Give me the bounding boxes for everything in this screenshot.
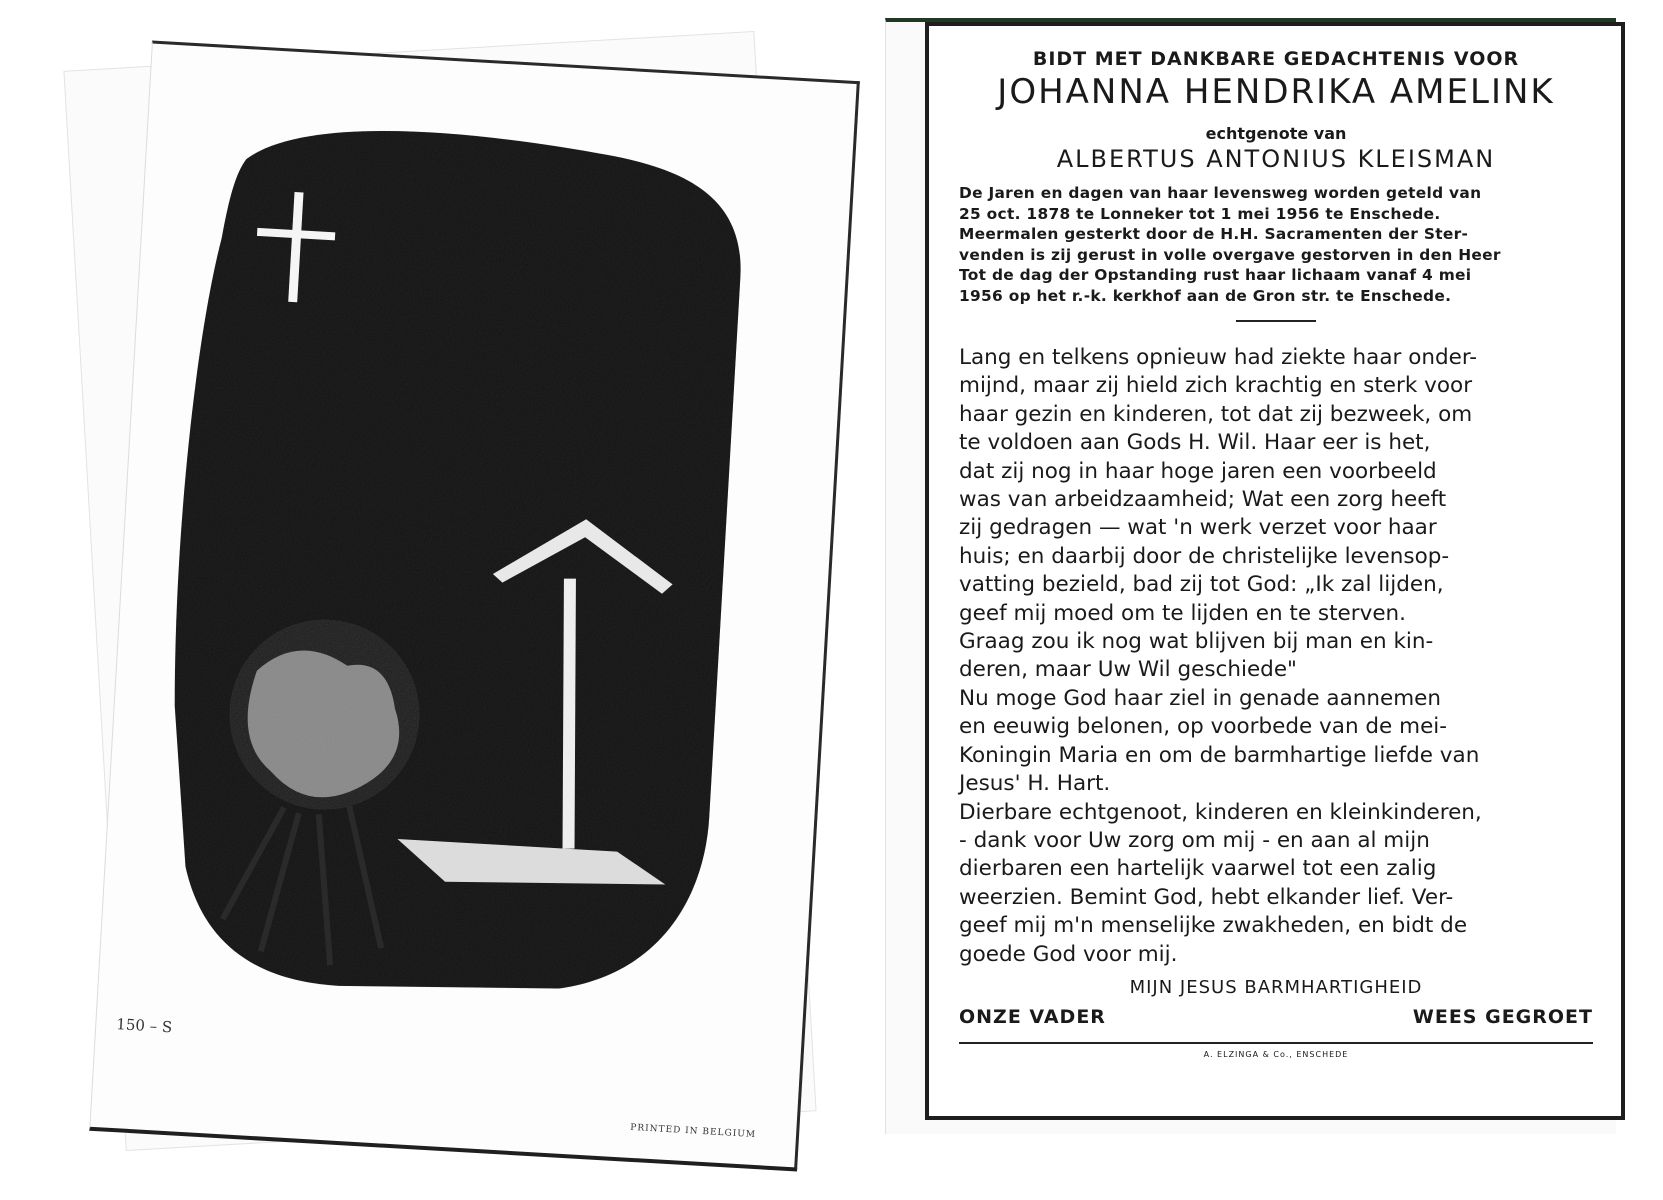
body-line: haar gezin en kinderen, tot dat zij bezweek, om [959,401,1473,427]
section-divider [1236,320,1316,322]
printed-in-label: PRINTED IN BELGIUM [630,1122,757,1141]
printer-credit: A. ELZINGA & Co., ENSCHEDE [1203,1049,1349,1059]
shrine-post [563,579,576,849]
body-line: Koningin Maria en om de barmhartige liefde van [959,742,1480,768]
body-line: - dank voor Uw zorg om mij - en aan al mijn [959,827,1430,853]
body-line: vatting bezield, bad zij tot God: „Ik zal lijden, [959,572,1444,598]
facts-line: venden is zij gerust in volle overgave gestorven in den Heer [959,245,1501,264]
body-line: te voldoen aan Gods H. Wil. Haar eer is het, [959,430,1431,456]
bottom-rule [959,1042,1593,1044]
body-line: mijnd, maar zij hield zich krachtig en sterk voor [959,373,1473,399]
left-picture-card [89,40,860,1171]
facts-line: Tot de dag der Opstanding rust haar lichaam vanaf 4 mei [959,266,1472,284]
right-text-card [925,22,1625,1120]
body-line: Jesus' H. Hart. [959,771,1111,797]
card-code: 150 – S [115,1015,173,1037]
body-line: en eeuwig belonen, op voorbede van de mei- [959,714,1448,740]
body-line: Dierbare echtgenoot, kinderen en kleinkinderen, [959,799,1482,825]
deceased-name: JOHANNA HENDRIKA AMELINK [997,72,1555,112]
spouse-label: echtgenote van [1205,124,1347,143]
body-line: Lang en telkens opnieuw had ziekte haar onder- [959,345,1478,370]
facts-line: Meermalen gesterkt door de H.H. Sacramenten der Ster- [959,225,1469,243]
body-line: huis; en daarbij door de christelijke levensop- [959,543,1450,569]
body-line: goede God voor mij. [959,941,1178,967]
life-facts [959,183,1593,306]
body-line: dat zij nog in haar hoge jaren een voorbeeld [959,458,1437,484]
body-line: geef mij moed om te lijden en te sterven. [959,600,1407,626]
facts-line: 1956 op het r.-k. kerkhof aan de Gron str. te Enschede. [959,286,1452,305]
body-line: dierbaren een hartelijk vaarwel tot een zalig [959,856,1437,882]
body-line: Graag zou ik nog wat blijven bij man en kin- [959,629,1434,655]
spouse-name: ALBERTUS ANTONIUS KLEISMAN [1056,145,1496,173]
card-heading: BIDT MET DANKBARE GEDACHTENIS VOOR [1032,48,1520,70]
memorial-picture [139,86,780,1018]
prayer-jesus: MIJN JESUS BARMHARTIGHEID [1129,976,1423,998]
text-content [959,48,1593,1059]
prayer-row [959,1006,1593,1028]
left-card-area [70,20,860,1180]
prayer-wees-gegroet: WEES GEGROET [1412,1005,1593,1028]
facts-line: De Jaren en dagen van haar levensweg worden geteld van [959,184,1482,202]
body-line: weerzien. Bemint God, hebt elkander lief. Ver- [959,884,1454,910]
body-line: zij gedragen — wat 'n werk verzet voor haar [959,515,1437,541]
facts-line: 25 oct. 1878 te Lonneker tot 1 mei 1956 te Enschede. [959,204,1441,223]
body-line: deren, maar Uw Wil geschiede" [959,657,1297,683]
memorial-text [959,344,1593,969]
prayer-onze-vader: ONZE VADER [959,1005,1106,1028]
memorial-illustration [139,86,780,1018]
body-line: was van arbeidzaamheid; Wat een zorg heeft [959,487,1447,513]
body-line: geef mij m'n menselijke zwakheden, en bidt de [959,913,1468,939]
body-line: Nu moge God haar ziel in genade aannemen [959,685,1442,711]
